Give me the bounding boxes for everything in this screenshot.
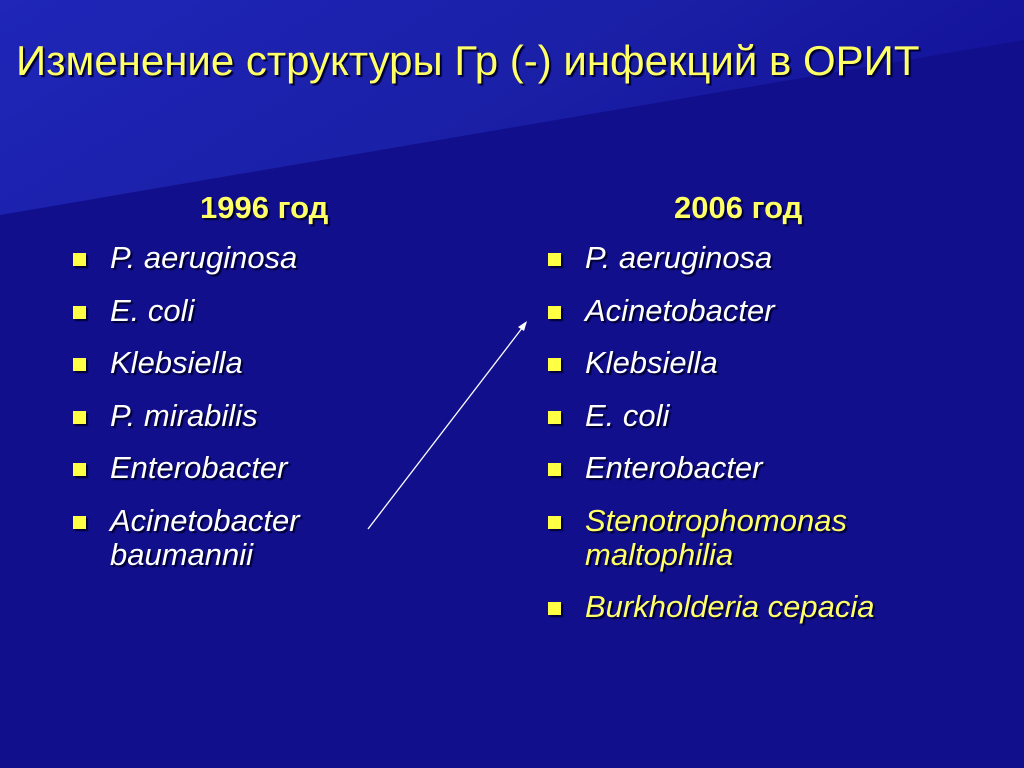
square-bullet-icon: [548, 306, 561, 319]
left-column-heading: 1996 год: [200, 190, 329, 225]
list-item: [70, 294, 300, 328]
square-bullet-icon: [548, 516, 561, 529]
list-item-label: P. aeruginosa: [110, 240, 298, 275]
square-bullet-icon: [73, 463, 86, 476]
list-item: [545, 241, 875, 275]
list-item: [70, 504, 300, 572]
list-item-label-continuation: baumannii: [110, 536, 254, 572]
square-bullet-icon: [548, 411, 561, 424]
list-item-label: Stenotrophomonas: [585, 502, 847, 538]
list-item-label: P. aeruginosa: [585, 240, 773, 275]
square-bullet-icon: [548, 463, 561, 476]
list-item: [70, 399, 300, 433]
list-item: [70, 451, 300, 485]
square-bullet-icon: [73, 306, 86, 319]
list-item-label: Acinetobacter: [110, 502, 300, 538]
square-bullet-icon: [73, 411, 86, 424]
square-bullet-icon: [73, 253, 86, 266]
list-item-label: Acinetobacter: [585, 292, 775, 328]
list-item-label: P. mirabilis: [110, 397, 258, 433]
list-item: [545, 294, 875, 328]
square-bullet-icon: [73, 358, 86, 371]
list-item-label: E. coli: [585, 397, 670, 433]
list-item-label: Burkholderia cepacia: [585, 589, 875, 624]
list-item-label: Klebsiella: [110, 345, 243, 380]
list-item-label: Enterobacter: [110, 450, 288, 485]
square-bullet-icon: [73, 516, 86, 529]
list-item-label: E. coli: [110, 292, 195, 328]
square-bullet-icon: [548, 358, 561, 371]
list-item-label: Enterobacter: [585, 450, 763, 485]
list-item: [70, 241, 300, 275]
list-item-highlighted: [545, 590, 875, 624]
list-item: [545, 399, 875, 433]
square-bullet-icon: [548, 253, 561, 266]
list-item-highlighted: [545, 504, 875, 572]
list-item: [70, 346, 300, 380]
slide-title: Изменение структуры Гр (-) инфекций в ОРИТ: [16, 37, 920, 84]
left-bacteria-list: [70, 241, 300, 590]
list-item: [545, 346, 875, 380]
right-column-heading: 2006 год: [674, 190, 803, 225]
list-item: [545, 451, 875, 485]
right-bacteria-list: [545, 241, 875, 643]
list-item-label-continuation: maltophilia: [585, 536, 734, 572]
list-item-label: Klebsiella: [585, 345, 718, 380]
square-bullet-icon: [548, 602, 561, 615]
